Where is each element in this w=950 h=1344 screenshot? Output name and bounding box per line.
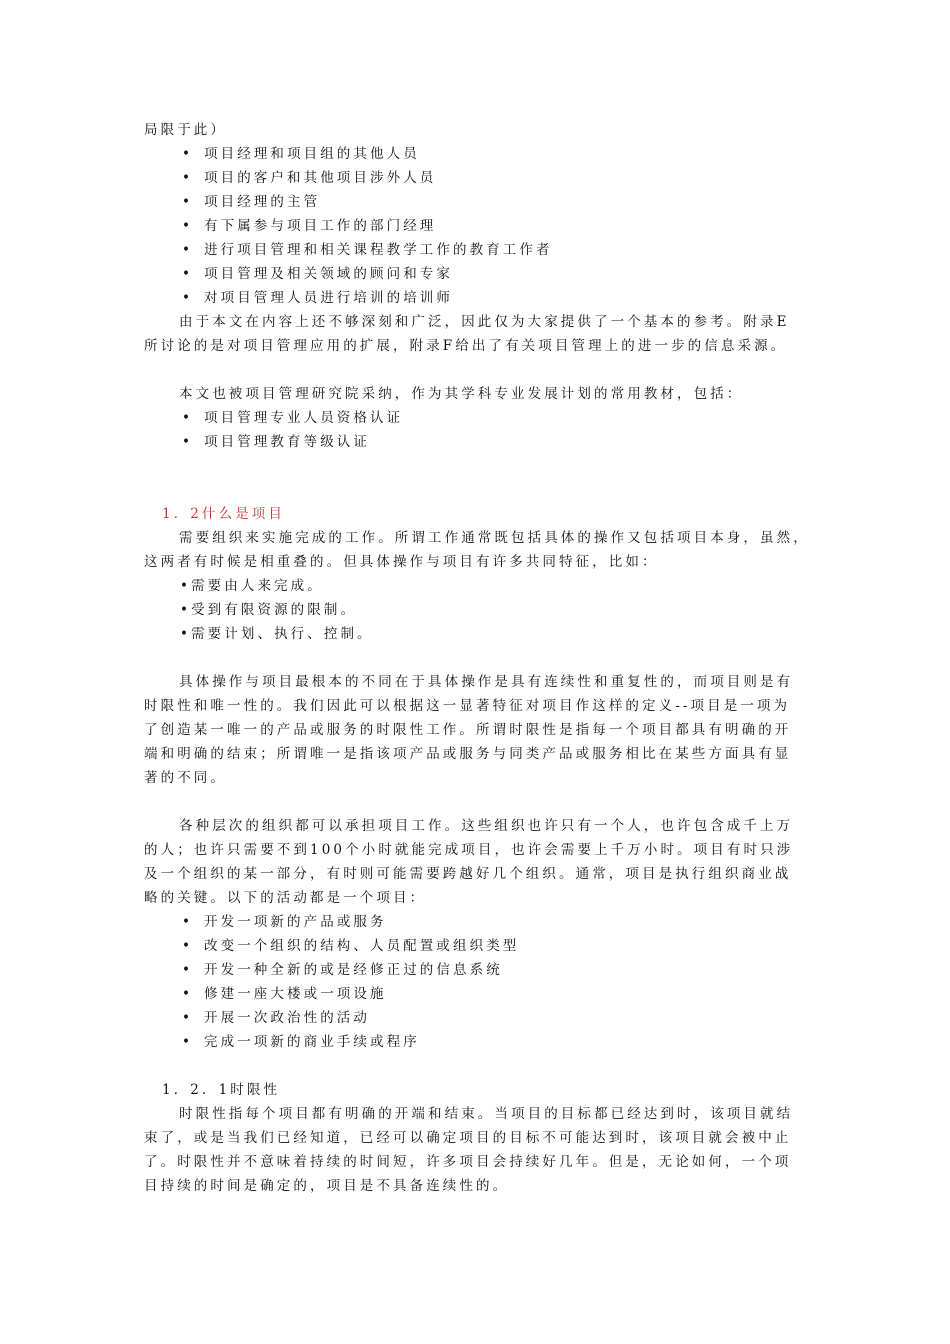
paragraph-line: 著的不同。 xyxy=(144,770,227,786)
list-item: • 有下属参与项目工作的部门经理 xyxy=(182,218,437,234)
list-item: • 改变一个组织的结构、人员配置或组织类型 xyxy=(182,938,520,954)
bullet: • xyxy=(182,242,194,258)
bullet: • xyxy=(182,1010,194,1026)
section-heading: 1．2什么是项目 xyxy=(162,506,285,522)
bullet: • xyxy=(182,914,194,930)
bullet: • xyxy=(182,146,194,162)
list-item: • 进行项目管理和相关课程教学工作的教育工作者 xyxy=(182,242,553,258)
bullet: • xyxy=(182,1034,194,1050)
list-item: • 开发一项新的产品或服务 xyxy=(182,914,387,930)
bullet: • xyxy=(182,986,194,1002)
bullet: • xyxy=(182,962,194,978)
list-item: • 项目管理及相关领域的顾问和专家 xyxy=(182,266,453,282)
paragraph-line: 由于本文在内容上还不够深刻和广泛，因此仅为大家提供了一个基本的参考。附录E xyxy=(179,314,790,330)
paragraph-line: 时限性指每个项目都有明确的开端和结束。当项目的目标都已经达到时，该项目就结 xyxy=(179,1106,794,1122)
paragraph-fragment: 局限于此） xyxy=(144,122,227,138)
list-item: • 项目管理专业人员资格认证 xyxy=(182,410,404,426)
paragraph-line: 了。时限性并不意味着持续的时间短，许多项目会持续好几年。但是，无论如何，一个项 xyxy=(144,1154,792,1170)
list-item: •受到有限资源的限制。 xyxy=(180,602,358,618)
subsection-heading: 1．2．1时限性 xyxy=(162,1082,281,1098)
list-item: • 对项目管理人员进行培训的培训师 xyxy=(182,290,453,306)
paragraph-line: 端和明确的结束；所谓唯一是指该项产品或服务与同类产品或服务相比在某些方面具有显 xyxy=(144,746,792,762)
bullet: • xyxy=(182,194,194,210)
list-item: •需要由人来完成。 xyxy=(180,578,324,594)
paragraph-line: 具体操作与项目最根本的不同在于具体操作是具有连续性和重复性的，而项目则是有 xyxy=(179,674,794,690)
list-item: •需要计划、执行、控制。 xyxy=(180,626,374,642)
paragraph-line: 时限性和唯一性的。我们因此可以根据这一显著特征对项目作这样的定义--项目是一项为 xyxy=(144,698,791,714)
list-item: • 项目管理教育等级认证 xyxy=(182,434,370,450)
paragraph-line: 这两者有时候是相重叠的。但具体操作与项目有许多共同特征，比如： xyxy=(144,554,659,570)
list-item: • 项目的客户和其他项目涉外人员 xyxy=(182,170,437,186)
paragraph-line: 各种层次的组织都可以承担项目工作。这些组织也许只有一个人，也许包含成千上万 xyxy=(179,818,794,834)
bullet: • xyxy=(182,218,194,234)
bullet: • xyxy=(182,170,194,186)
list-item: • 完成一项新的商业手续或程序 xyxy=(182,1034,420,1050)
paragraph-line: 及一个组织的某一部分，有时则可能需要跨越好几个组织。通常，项目是执行组织商业战 xyxy=(144,866,792,882)
list-item: • 项目经理和项目组的其他人员 xyxy=(182,146,420,162)
paragraph-line: 需要组织来实施完成的工作。所谓工作通常既包括具体的操作又包括项目本身，虽然， xyxy=(179,530,810,546)
paragraph-line: 了创造某一唯一的产品或服务的时限性工作。所谓时限性是指每一个项目都具有明确的开 xyxy=(144,722,792,738)
bullet: • xyxy=(182,290,194,306)
list-item: • 开展一次政治性的活动 xyxy=(182,1010,370,1026)
bullet: • xyxy=(182,410,194,426)
paragraph-line: 略的关键。以下的活动都是一个项目： xyxy=(144,890,427,906)
paragraph-line: 束了，或是当我们已经知道，已经可以确定项目的目标不可能达到时，该项目就会被中止 xyxy=(144,1130,792,1146)
list-item: • 修建一座大楼或一项设施 xyxy=(182,986,387,1002)
bullet: • xyxy=(182,434,194,450)
paragraph-line: 目持续的时间是确定的，项目是不具备连续性的。 xyxy=(144,1178,510,1194)
paragraph-line: 本文也被项目管理研究院采纳，作为其学科专业发展计划的常用教材，包括： xyxy=(179,386,744,402)
bullet: • xyxy=(182,938,194,954)
list-item: • 开发一种全新的或是经修正过的信息系统 xyxy=(182,962,503,978)
paragraph-line: 的人；也许只需要不到100个小时就能完成项目，也许会需要上千万小时。项目有时只涉 xyxy=(144,842,794,858)
bullet: • xyxy=(182,266,194,282)
list-item: • 项目经理的主管 xyxy=(182,194,321,210)
paragraph-line: 所讨论的是对项目管理应用的扩展，附录F给出了有关项目管理上的进一步的信息采源。 xyxy=(144,338,788,354)
